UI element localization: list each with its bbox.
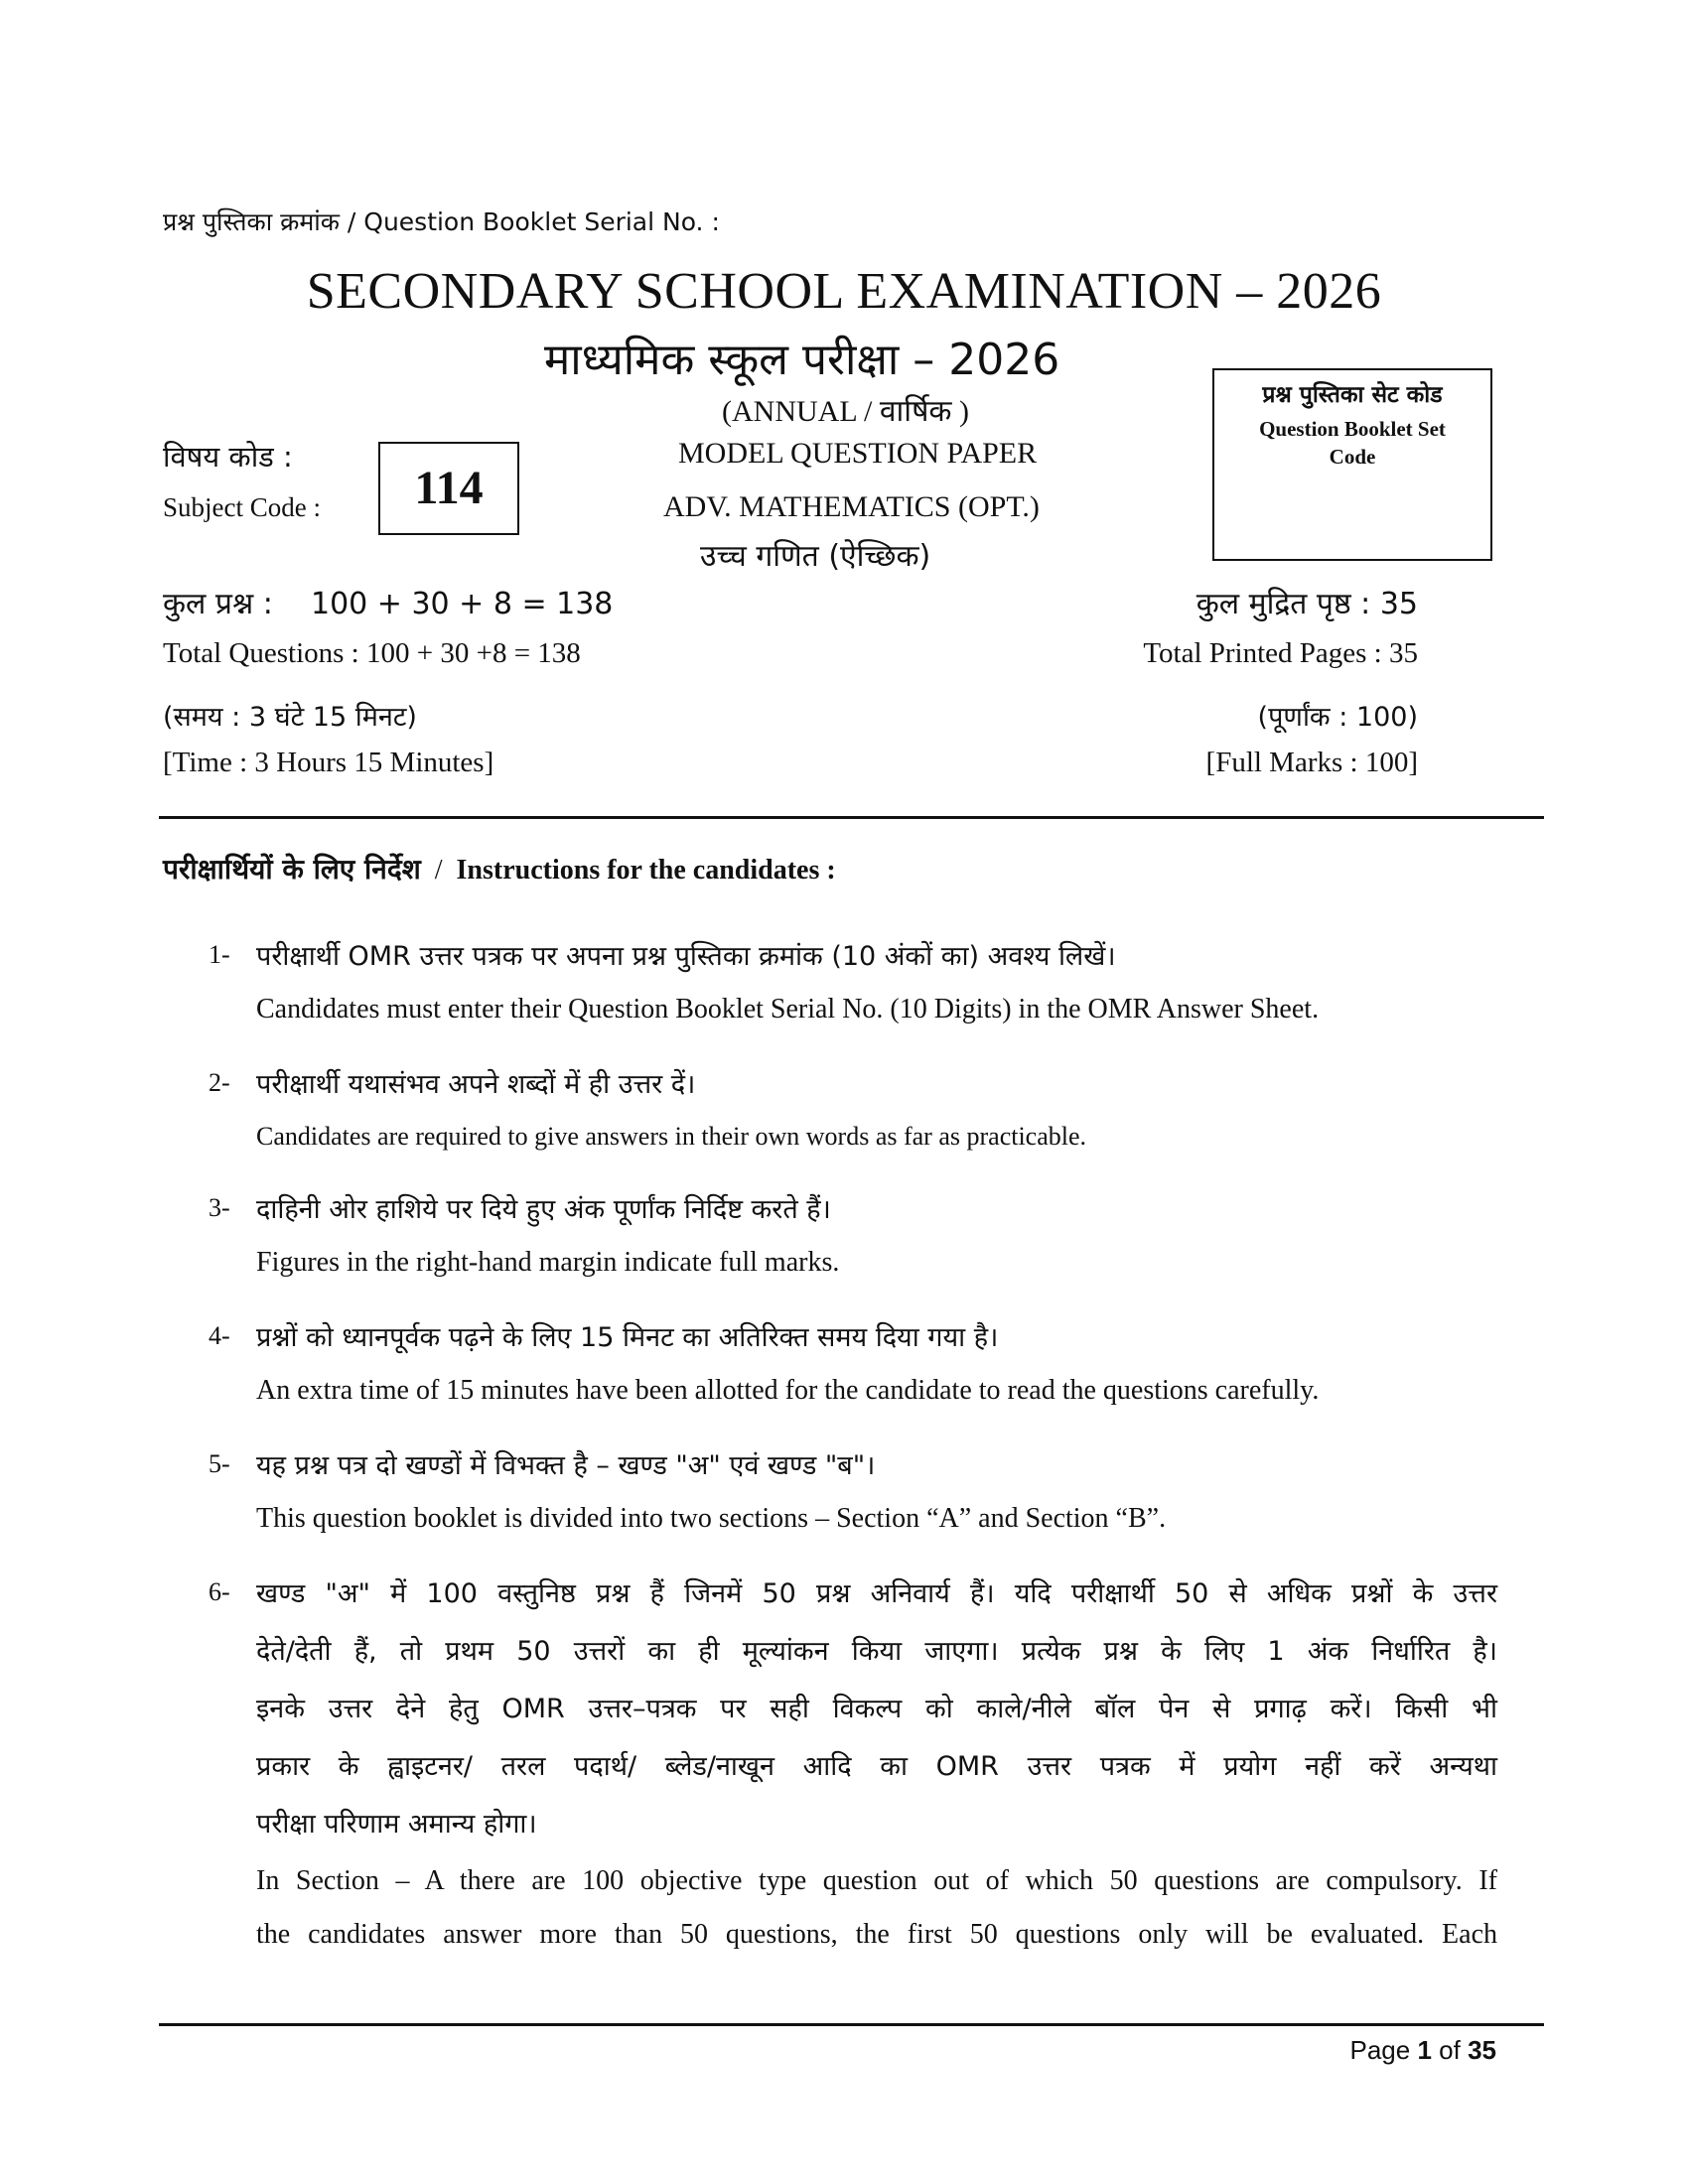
instruction-text-hi-line: परीक्षा परिणाम अमान्य होगा। — [256, 1809, 537, 1840]
total-pages-hi: कुल मुद्रित पृष्ठ : 35 — [1196, 587, 1418, 621]
model-paper-label: MODEL QUESTION PAPER — [678, 437, 1038, 470]
instruction-text-hi: परीक्षार्थी यथासंभव अपने शब्दों में ही उत्तर दें। — [256, 1069, 696, 1100]
instruction-text-hi: प्रश्नों को ध्यानपूर्वक पढ़ने के लिए 15 मिनट का अतिरिक्त समय दिया गया है। — [256, 1322, 999, 1353]
subject-name-hi: उच्च गणित (ऐच्छिक) — [700, 539, 931, 574]
instructions-heading — [163, 850, 836, 887]
booklet-set-code-label-hi: प्रश्न पुस्तिका सेट कोड — [1262, 382, 1443, 408]
header-divider — [159, 816, 1544, 819]
instructions-heading-separator: / — [434, 855, 443, 886]
instruction-number: 3- — [209, 1193, 230, 1222]
exam-title-en: SECONDARY SCHOOL EXAMINATION – 2026 — [306, 263, 1382, 320]
footer-divider — [159, 2023, 1544, 2026]
instruction-text-en-line: the candidates answer more than 50 questions, the first 50 questions only will be evaluated. Each — [256, 1919, 1497, 1950]
instruction-text-en: Candidates must enter their Question Booklet Serial No. (10 Digits) in the OMR Answer Sheet. — [256, 994, 1320, 1024]
instruction-number: 6- — [209, 1577, 230, 1606]
page-prefix: Page — [1349, 2035, 1411, 2065]
instruction-text-hi-line: देते/देती हैं, तो प्रथम 50 उत्तरों का ही मूल्यांकन किया जाएगा। प्रत्येक प्रश्न के लिए 1 अंक निर्धारित है। — [256, 1636, 1497, 1667]
instruction-text-hi-line: प्रकार के ह्वाइटनर/ तरल पदार्थ/ ब्लेड/नाखून आदि का OMR उत्तर पत्रक में प्रयोग नहीं करें अन्यथा — [256, 1751, 1497, 1782]
instruction-text-hi: दाहिनी ओर हाशिये पर दिये हुए अंक पूर्णांक निर्दिष्ट करते हैं। — [256, 1194, 831, 1225]
page-of: of — [1439, 2035, 1461, 2065]
total-questions-hi: कुल प्रश्न : 100 + 30 + 8 = 138 — [163, 587, 614, 621]
subject-code-label-hi: विषय कोड : — [163, 440, 293, 474]
booklet-set-code-label-en: Question Booklet Set Code — [1259, 417, 1446, 469]
subject-name-en: ADV. MATHEMATICS (OPT.) — [663, 490, 1040, 523]
instruction-text-en-line: In Section – A there are 100 objective type question out of which 50 questions are compulsory. If — [256, 1865, 1497, 1896]
subject-code-label-en: Subject Code : — [163, 492, 321, 522]
time-hi: (समय : 3 घंटे 15 मिनट) — [163, 702, 417, 733]
instructions-heading-en: Instructions for the candidates : — [456, 855, 836, 886]
page-number — [1349, 2035, 1496, 2066]
instruction-text-en: Candidates are required to give answers in their own words as far as practicable. — [256, 1122, 1087, 1151]
instructions-heading-hi: परीक्षार्थियों के लिए निर्देश — [163, 853, 421, 886]
instruction-text-hi-line: खण्ड "अ" में 100 वस्तुनिष्ठ प्रश्न हैं जिनमें 50 प्रश्न अनिवार्य हैं। यदि परीक्षार्थी 50 से अधिक प्रश्नों के उत्तर — [256, 1578, 1497, 1609]
booklet-set-code-box — [1212, 368, 1492, 561]
instruction-number: 2- — [209, 1068, 230, 1097]
instruction-number: 1- — [209, 940, 230, 969]
instruction-text-en: This question booklet is divided into two sections – Section “A” and Section “B”. — [256, 1503, 1167, 1534]
full-marks-en: [Full Marks : 100] — [1205, 747, 1418, 778]
serial-number-label: प्रश्न पुस्तिका क्रमांक / Question Booklet Serial No. : — [163, 207, 720, 236]
instruction-text-en: An extra time of 15 minutes have been allotted for the candidate to read the questions carefully. — [256, 1375, 1320, 1406]
total-questions-en: Total Questions : 100 + 30 +8 = 138 — [163, 637, 581, 669]
total-pages-en: Total Printed Pages : 35 — [1143, 637, 1418, 669]
exam-type: (ANNUAL / वार्षिक ) — [722, 395, 969, 428]
page-current: 1 — [1417, 2035, 1432, 2065]
instruction-number: 5- — [209, 1449, 230, 1478]
subject-code-box: 114 — [378, 442, 519, 535]
page-total: 35 — [1468, 2035, 1496, 2065]
instruction-text-hi: परीक्षार्थी OMR उत्तर पत्रक पर अपना प्रश्न पुस्तिका क्रमांक (10 अंकों का) अवश्य लिखें। — [256, 941, 1116, 972]
instruction-number: 4- — [209, 1321, 230, 1350]
full-marks-hi: (पूर्णांक : 100) — [1257, 702, 1418, 733]
instruction-text-hi-line: इनके उत्तर देने हेतु OMR उत्तर–पत्रक पर सही विकल्प को काले/नीले बॉल पेन से प्रगाढ़ करें। किसी भी — [256, 1694, 1497, 1724]
exam-title-hi: माध्यमिक स्कूल परीक्षा – 2026 — [544, 335, 1060, 385]
instruction-text-hi: यह प्रश्न पत्र दो खण्डों में विभक्त है – खण्ड "अ" एवं खण्ड "ब"। — [256, 1450, 876, 1481]
time-en: [Time : 3 Hours 15 Minutes] — [163, 747, 494, 778]
instruction-text-en: Figures in the right-hand margin indicate full marks. — [256, 1247, 840, 1278]
